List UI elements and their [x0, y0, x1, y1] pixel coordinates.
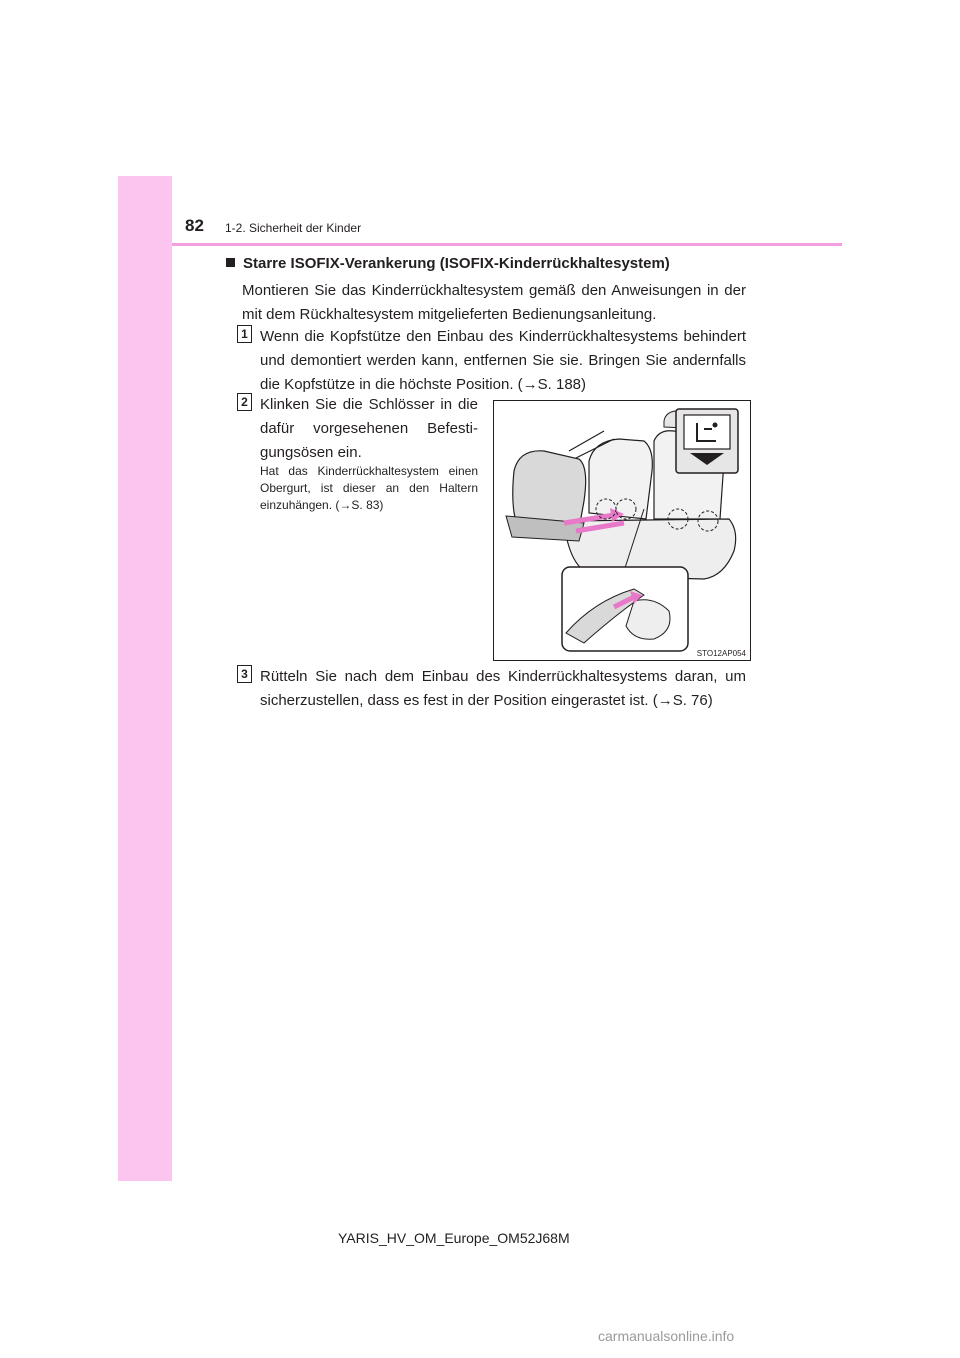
section-heading-text: Starre ISOFIX-Verankerung (ISOFIX-Kinderrückhaltesystem) [243, 255, 670, 272]
step-badge-3: 3 [237, 665, 252, 683]
figure-code: STO12AP054 [696, 649, 746, 658]
header-rule [172, 243, 842, 246]
manual-footer: YARIS_HV_OM_Europe_OM52J68M [338, 1230, 570, 1246]
page-number: 82 [185, 216, 204, 235]
step-badge-2: 2 [237, 393, 252, 411]
step-1-text: Wenn die Kopfstütze den Einbau des Kinderrückhaltesystems behindert und demontiert werden kann, entfernen Sie sie. Bringen Sie andernfalls die Kopfstütze in die höchste Position. (→S. 188) [260, 328, 746, 393]
isofix-illustration [494, 401, 750, 660]
heading-square-icon [226, 258, 235, 267]
step-3-text: Rütteln Sie nach dem Einbau des Kinderrückhaltesystems daran, um sicherzustellen, dass es fest in der Position eingerastet ist. (→S. 76) [260, 668, 746, 709]
section-heading [226, 255, 670, 272]
isofix-anchor-icon [676, 409, 738, 473]
step-badge-1: 1 [237, 325, 252, 343]
step-2-text: Klinken Sie die Schlösser in die dafür vorgesehenen Befesti-gungsösen ein. [260, 396, 478, 461]
isofix-installation-figure [493, 400, 751, 661]
intro-paragraph: Montieren Sie das Kinderrückhaltesystem gemäß den Anweisungen in der mit dem Rückhaltesystem mitgelieferten Bedienungsanleitung. [242, 282, 746, 323]
section-title: 1-2. Sicherheit der Kinder [225, 221, 362, 235]
chapter-side-bar [118, 176, 172, 1181]
step-2-note: Hat das Kinderrückhaltesystem einen Obergurt, ist dieser an den Haltern einzuhängen. (→S. 83) [260, 464, 478, 512]
watermark-link[interactable]: carmanualsonline.info [598, 1328, 735, 1344]
